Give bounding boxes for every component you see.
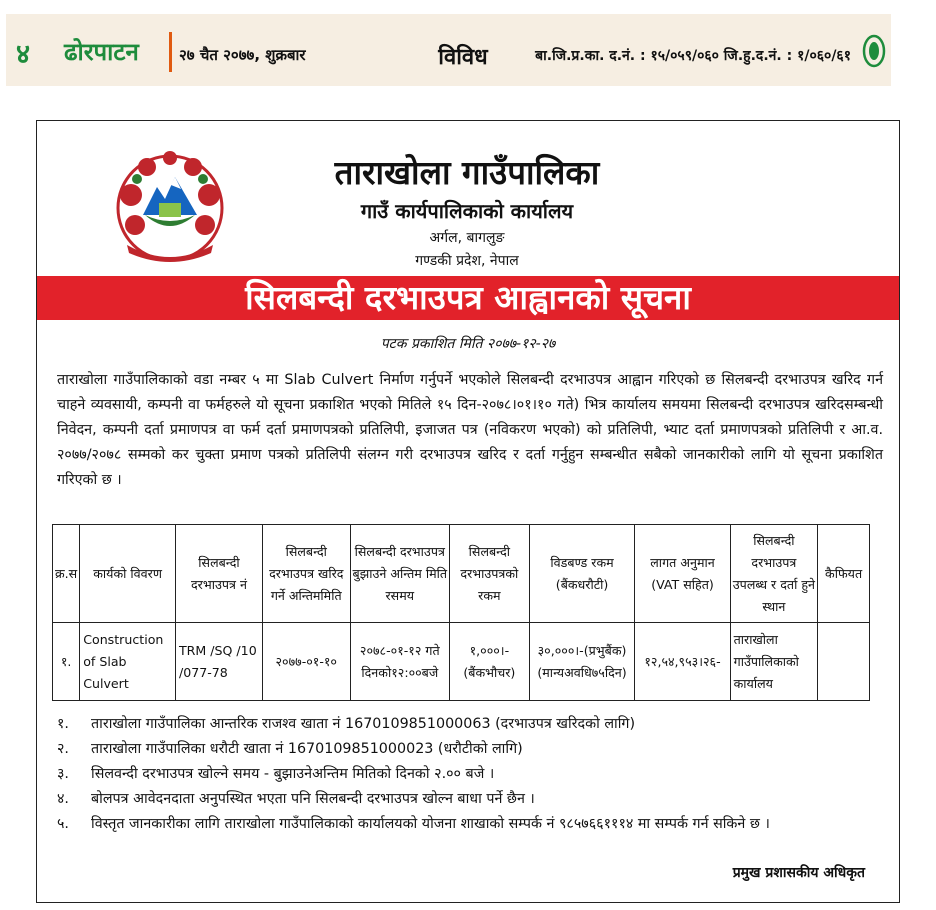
section-title: विविध (438, 45, 488, 70)
column-header: क्र.स (53, 525, 80, 623)
table-header-row (53, 525, 870, 623)
column-header: सिलबन्दी दरभाउपत्र नं (175, 525, 262, 623)
notice-body: ताराखोला गाउँपालिकाको वडा नम्बर ५ मा Slab Culvert निर्माण गर्नुपर्ने भएकोले सिलबन्दी दरभाउपत्र आह्वान गरिएको छ सिलबन्दी दरभाउपत्र खरिद गर्न चाहने व्यवसायी, कम्पनी वा फर्महरुले यो सूचना प्रकाशित भएको मितिले १५ दिन-२०७८।०१।१० गते) भित्र कार्यालय समयमा सिलबन्दी दरभाउपत्र खरिदसम्बन्धी निवेदन, कम्पनी दर्ता प्रमाणपत्र वा फर्म दर्ता प्रमाणपत्रको प्रतिलिपी, इजाजत पत्र (नविकरण भएको) को प्रतिलिपी, भ्याट दर्ता प्रमाणपत्रको प्रतिलिपी र आ.व. २०७७/२०७८ सम्मको कर चुक्ता प्रमाण पत्रको प्रतिलिपी संलग्न गरी दरभाउपत्र खरिद र दर्ता गर्नुहुन सम्बन्धीत सबैको जानकारीको लागि यो सूचना प्रकाशित गरिएको छ । (57, 372, 883, 488)
description-cell: Construction of Slab Culvert (80, 623, 176, 701)
tender-notice (36, 120, 900, 903)
tender-table (52, 524, 870, 701)
column-header: विडबण्ड रकम (बैंकधरौटी) (529, 525, 635, 623)
list-item (57, 712, 887, 737)
list-item (57, 787, 887, 812)
column-header: सिलबन्दी दरभाउपत्रको रकम (450, 525, 530, 623)
note-text: ताराखोला गाउँपालिका आन्तरिक राजश्व खाता नं 1670109851000063 (दरभाउपत्र खरिदको लागि) (91, 716, 636, 732)
list-item (57, 812, 887, 837)
note-number: १. (57, 716, 69, 732)
column-header: सिलबन्दी दरभाउपत्र बुझाउने अन्तिम मिति रसमय (350, 525, 450, 623)
bid-bond-cell: ३०,०००।-(प्रभुबैंक) (मान्यअवधि७५दिन) (529, 623, 635, 701)
newspaper-name: ढोरपाटन (64, 38, 139, 66)
address-line-1: अर्गल, बागलुङ (429, 230, 505, 246)
note-number: ५. (57, 816, 69, 832)
header-divider (169, 32, 172, 72)
note-text: सिलवन्दी दरभाउपत्र खोल्ने समय - बुझाउनेअन्तिम मितिको दिनको २.०० बजे । (91, 766, 495, 782)
submission-deadline-cell: २०७८-०१-१२ गते दिनको१२:००बजे (350, 623, 450, 701)
notice-title-banner: सिलबन्दी दरभाउपत्र आह्वानको सूचना (37, 276, 899, 320)
table-row (53, 623, 870, 701)
signatory-title: प्रमुख प्रशासकीय अधिकृत (732, 865, 865, 881)
note-text: विस्तृत जानकारीका लागि ताराखोला गाउँपालिकाको कार्यालयको योजना शाखाको सम्पर्क नं ९८५७६६१११४ मा सम्पर्क गर्न सकिने छ । (91, 816, 770, 832)
registration-number: बा.जि.प्र.का. द.नं. : १५/०५९/०६० जि.हु.द.नं. : १/०६०/६१ (535, 48, 851, 64)
note-text: ताराखोला गाउँपालिका धरौटी खाता नं 1670109851000023 (धरौटीको लागि) (91, 741, 523, 757)
column-header: लागत अनुमान (VAT सहित) (635, 525, 730, 623)
column-header: कार्यको विवरण (80, 525, 176, 623)
note-number: ३. (57, 766, 69, 782)
purchase-deadline-cell: २०७७-०१-१० (263, 623, 351, 701)
list-item (57, 737, 887, 762)
location-cell: ताराखोला गाउँपालिकाको कार्यालय (730, 623, 818, 701)
column-header: कैफियत (818, 525, 870, 623)
notes-list (57, 712, 887, 837)
column-header: सिलबन्दी दरभाउपत्र उपलब्ध र दर्ता हुने स्थान (730, 525, 818, 623)
page-number: ४ (16, 39, 31, 70)
list-item (57, 762, 887, 787)
address-line-2: गण्डकी प्रदेश, नेपाल (415, 253, 519, 269)
note-text: बोलपत्र आवेदनदाता अनुपस्थित भएता पनि सिलबन्दी दरभाउपत्र खोल्न बाधा पर्ने छैन । (91, 791, 535, 807)
bid-amount-cell: १,०००।- (बैंकभौचर) (450, 623, 530, 701)
publish-date: पटक प्रकाशित मिति २०७७-१२-२७ (380, 336, 556, 352)
remarks-cell (818, 623, 870, 701)
note-number: २. (57, 741, 69, 757)
serial-number-cell: १. (53, 623, 80, 701)
column-header: सिलबन्दी दरभाउपत्र खरिद गर्ने अन्तिममिति (263, 525, 351, 623)
bid-number-cell: TRM /SQ /10 /077-78 (175, 623, 262, 701)
office-name: गाउँ कार्यपालिकाको कार्यालय (360, 199, 574, 223)
municipality-name: ताराखोला गाउँपालिका (334, 153, 600, 192)
note-number: ४. (57, 791, 69, 807)
nepal-emblem-icon (107, 145, 233, 271)
cost-estimate-cell: १२,५४,९५३।२६- (635, 623, 730, 701)
newspaper-header (6, 14, 891, 86)
issue-date: २७ चैत २०७७, शुक्रबार (179, 46, 306, 64)
newspaper-logo-icon (862, 34, 886, 68)
